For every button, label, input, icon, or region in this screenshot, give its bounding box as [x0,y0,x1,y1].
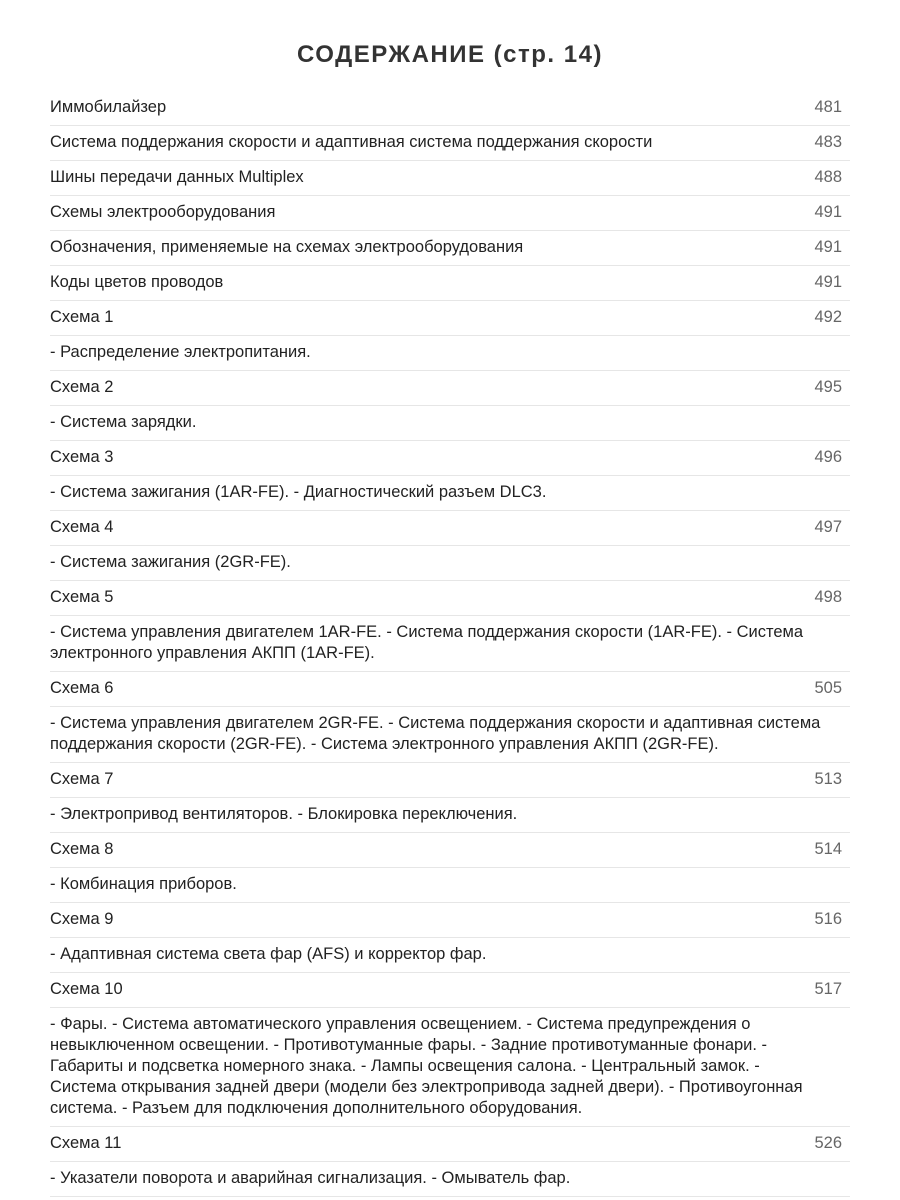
toc-page-number: 497 [814,518,842,536]
toc-entry-label: Система поддержания скорости и адаптивная система поддержания скорости [50,133,653,151]
toc-page-number: 514 [814,840,842,858]
toc-row[interactable] [50,161,850,196]
toc-entry-label: Схема 4 [50,518,114,536]
toc-description-text: - Распределение электропитания. [50,343,311,361]
toc-entry-label: Шины передачи данных Multiplex [50,168,304,186]
toc-description-text: - Система управления двигателем 1AR-FE. - Система поддержания скорости (1AR-FE). - Система электронного управления АКПП (1AR-FE). [50,623,804,662]
toc-row[interactable] [50,371,850,406]
toc-description-text: - Указатели поворота и аварийная сигнализация. - Омыватель фар. [50,1169,571,1187]
toc-row[interactable] [50,126,850,161]
toc-row[interactable] [50,973,850,1008]
toc-page-number: 526 [814,1134,842,1152]
toc-page-number: 505 [814,679,842,697]
toc-page-number: 492 [814,308,842,326]
toc-row[interactable] [50,266,850,301]
toc-description-row [50,707,850,763]
toc-entry-label: Схема 1 [50,308,114,326]
toc-page-number: 495 [814,378,842,396]
page-title: СОДЕРЖАНИЕ (стр. 14) [297,41,603,68]
toc-page-number: 483 [814,133,842,151]
toc-row[interactable] [50,903,850,938]
toc-page-number: 481 [814,98,842,116]
toc-page-number: 496 [814,448,842,466]
toc-description-text: - Система зарядки. [50,413,197,431]
toc-entry-label: Схема 8 [50,840,114,858]
toc-row[interactable] [50,763,850,798]
toc-description-row [50,868,850,903]
toc-description-row [50,336,850,371]
toc-description-row [50,1008,850,1127]
toc-entry-label: Схема 5 [50,588,114,606]
toc-entry-label: Схема 2 [50,378,114,396]
toc-description-row [50,1162,850,1197]
toc-description-text: - Электропривод вентиляторов. - Блокировка переключения. [50,805,518,823]
toc-page-number: 517 [814,980,842,998]
toc-entry-label: Схема 6 [50,679,114,697]
toc-description-row [50,616,850,672]
toc-row[interactable] [50,511,850,546]
toc-row[interactable] [50,301,850,336]
toc-page-number: 513 [814,770,842,788]
toc-list [50,91,850,1197]
toc-entry-label: Коды цветов проводов [50,273,224,291]
toc-row[interactable] [50,231,850,266]
toc-description-row [50,938,850,973]
toc-description-text: - Система управления двигателем 2GR-FE. - Система поддержания скорости и адаптивная система поддержания скорости (2GR-FE). - Система электронного управления АКПП (2GR-FE). [50,714,821,753]
toc-row[interactable] [50,581,850,616]
toc-row[interactable] [50,91,850,126]
toc-row[interactable] [50,672,850,707]
toc-page-number: 516 [814,910,842,928]
toc-page-number: 491 [814,203,842,221]
toc-entry-label: Иммобилайзер [50,98,167,116]
toc-row[interactable] [50,833,850,868]
toc-entry-label: Схема 11 [50,1134,122,1152]
toc-description-text: - Адаптивная система света фар (AFS) и корректор фар. [50,945,487,963]
toc-entry-label: Схема 7 [50,770,114,788]
toc-row[interactable] [50,441,850,476]
toc-entry-label: Обозначения, применяемые на схемах электрооборудования [50,238,524,256]
toc-description-text: - Система зажигания (2GR-FE). [50,553,291,571]
toc-description-row [50,476,850,511]
toc-description-text: - Комбинация приборов. [50,875,237,893]
toc-entry-label: Схема 9 [50,910,114,928]
toc-entry-label: Схема 3 [50,448,114,466]
toc-page-number: 498 [814,588,842,606]
toc-description-row [50,798,850,833]
toc-entry-label: Схема 10 [50,980,123,998]
toc-page-number: 488 [814,168,842,186]
toc-entry-label: Схемы электрооборудования [50,203,276,221]
toc-page-number: 491 [814,238,842,256]
toc-description-row [50,546,850,581]
toc-description-text: - Фары. - Система автоматического управления освещением. - Система предупреждения о невыключенном освещении. - Противотуманные фары. - Задние противотуманные фонари. - Габариты и подсветка номерного знака. - Лампы освещения салона. - Центральный замок. - Система открывания задней двери (модели без электропривода задней двери). - Противоугонная система. - Разъем для подключения дополнительного оборудования. [50,1015,803,1117]
toc-description-row [50,406,850,441]
toc-row[interactable] [50,196,850,231]
toc-page-number: 491 [814,273,842,291]
toc-description-text: - Система зажигания (1AR-FE). - Диагностический разъем DLC3. [50,483,547,501]
toc-row[interactable] [50,1127,850,1162]
